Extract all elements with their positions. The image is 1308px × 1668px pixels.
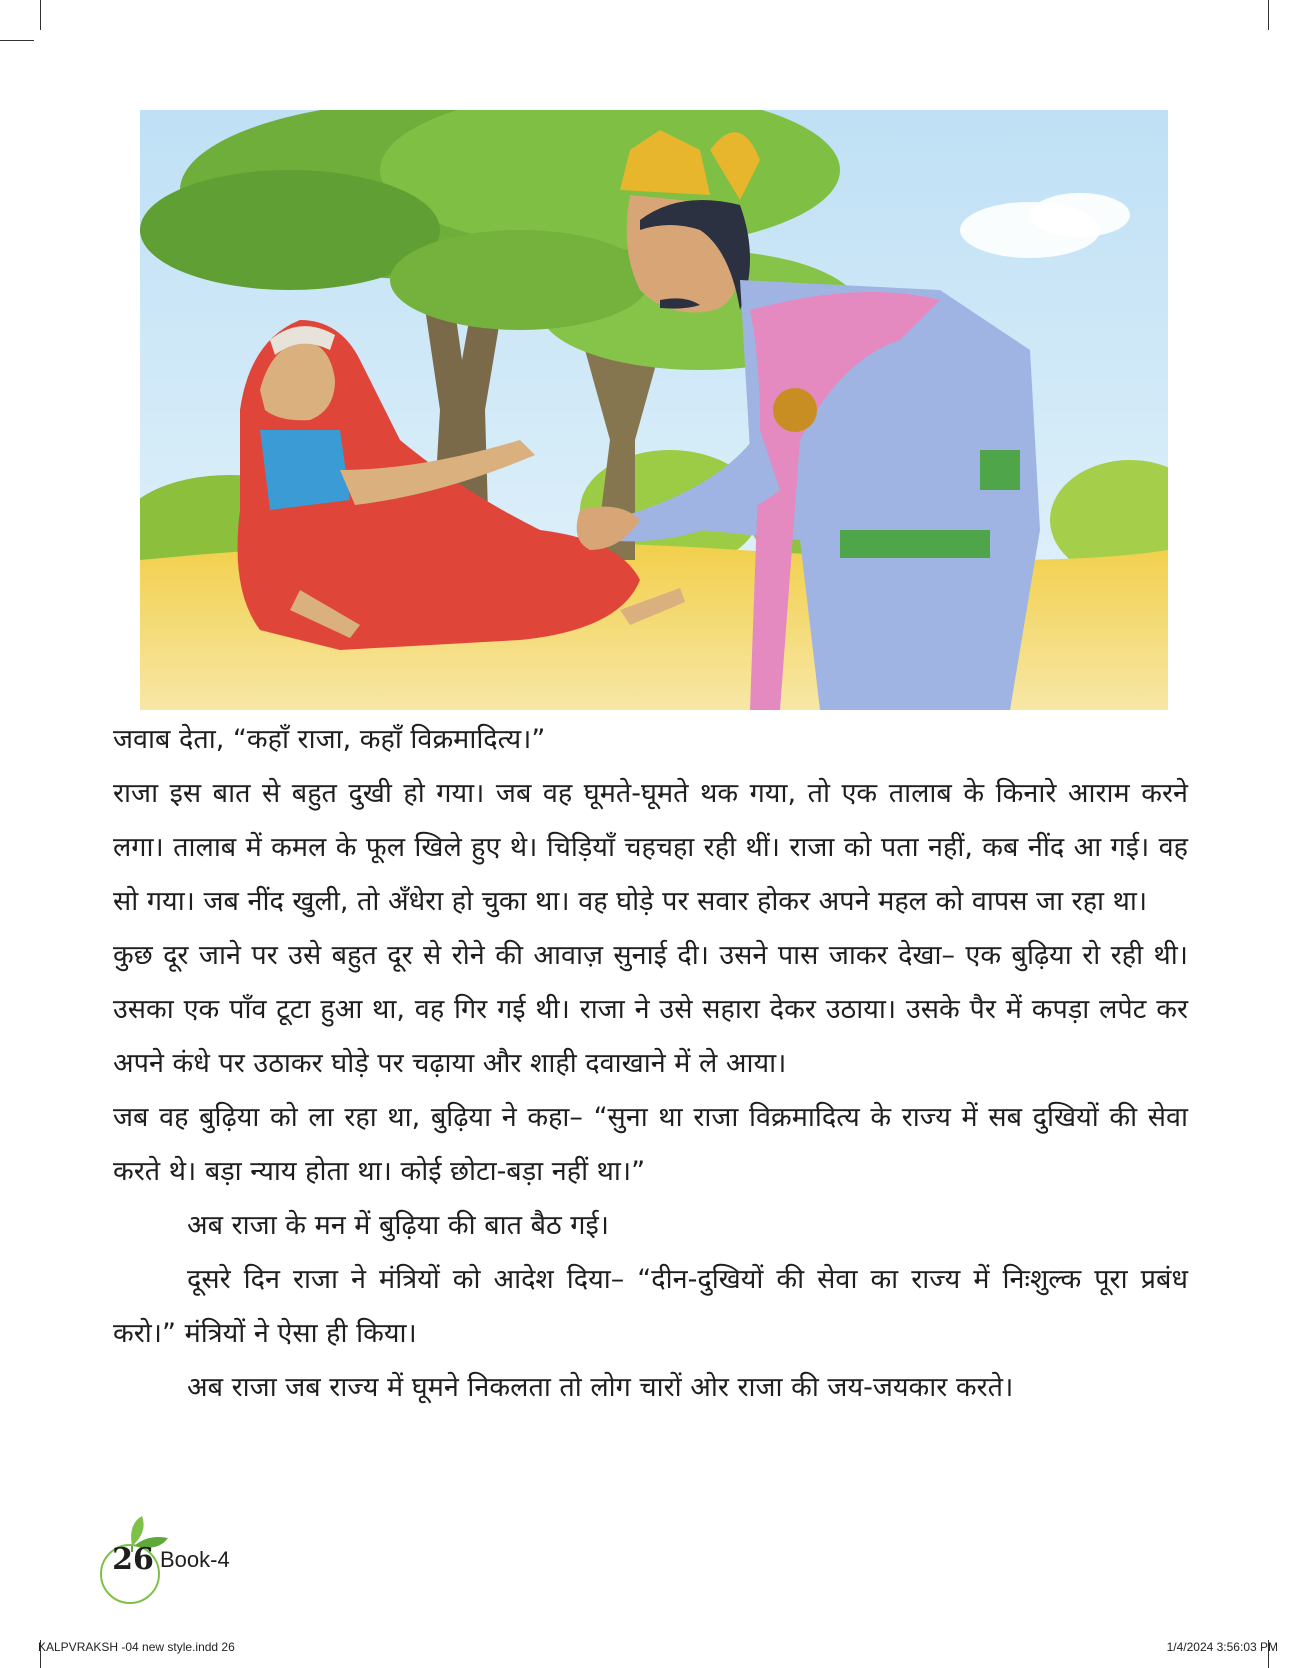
story-text: [113, 713, 1188, 1415]
cloud: [1030, 193, 1130, 237]
page-number: 26: [112, 1542, 154, 1577]
crop-mark-top-right-v: [1268, 0, 1269, 30]
paragraph: राजा इस बात से बहुत दुखी हो गया। जब वह घूमते-घूमते थक गया, तो एक तालाब के किनारे आराम करने लगा। तालाब में कमल के फूल खिले हुए थे। चिड़ियाँ चहचहा रही थीं। राजा को पता नहीं, कब नींद आ गई। वह सो गया। जब नींद खुली, तो अँधेरा हो चुका था। वह घोड़े पर सवार होकर अपने महल को वापस जा रहा था।: [113, 778, 1188, 917]
paragraph: जवाब देता, “कहाँ राजा, कहाँ विक्रमादित्य।”: [113, 724, 546, 755]
paragraph: अब राजा जब राज्य में घूमने निकलता तो लोग चारों ओर राजा की जय-जयकार करते।: [187, 1372, 1014, 1403]
paragraph: दूसरे दिन राजा ने मंत्रियों को आदेश दिया– “दीन-दुखियों की सेवा का राज्य में निःशुल्क पूरा प्रबंध करो।” मंत्रियों ने ऐसा ही किया।: [113, 1264, 1188, 1349]
print-slug-filename: KALPVRAKSH -04 new style.indd 26: [38, 1640, 235, 1654]
story-illustration: [140, 110, 1168, 710]
book-label: Book-4: [160, 1547, 230, 1572]
tree-canopy: [390, 230, 650, 330]
crop-mark-top-left-v: [40, 0, 41, 30]
paragraph: कुछ दूर जाने पर उसे बहुत दूर से रोने की आवाज़ सुनाई दी। उसने पास जाकर देखा– एक बुढ़िया रो रही थी। उसका एक पाँव टूटा हुआ था, वह गिर गई थी। राजा ने उसे सहारा देकर उठाया। उसके पैर में कपड़ा लपेट कर अपने कंधे पर उठाकर घोड़े पर चढ़ाया और शाही दवाखाने में ले आया।: [113, 940, 1188, 1079]
paragraph: अब राजा के मन में बुढ़िया की बात बैठ गई।: [187, 1210, 609, 1241]
crop-mark-top-left-h: [0, 40, 34, 41]
paragraph: जब वह बुढ़िया को ला रहा था, बुढ़िया ने कहा– “सुना था राजा विक्रमादित्य के राज्य में सब दुखियों की सेवा करते थे। बड़ा न्याय होता था। कोई छोटा-बड़ा नहीं था।”: [113, 1102, 1188, 1187]
print-slug-timestamp: 1/4/2024 3:56:03 PM: [1166, 1640, 1278, 1654]
